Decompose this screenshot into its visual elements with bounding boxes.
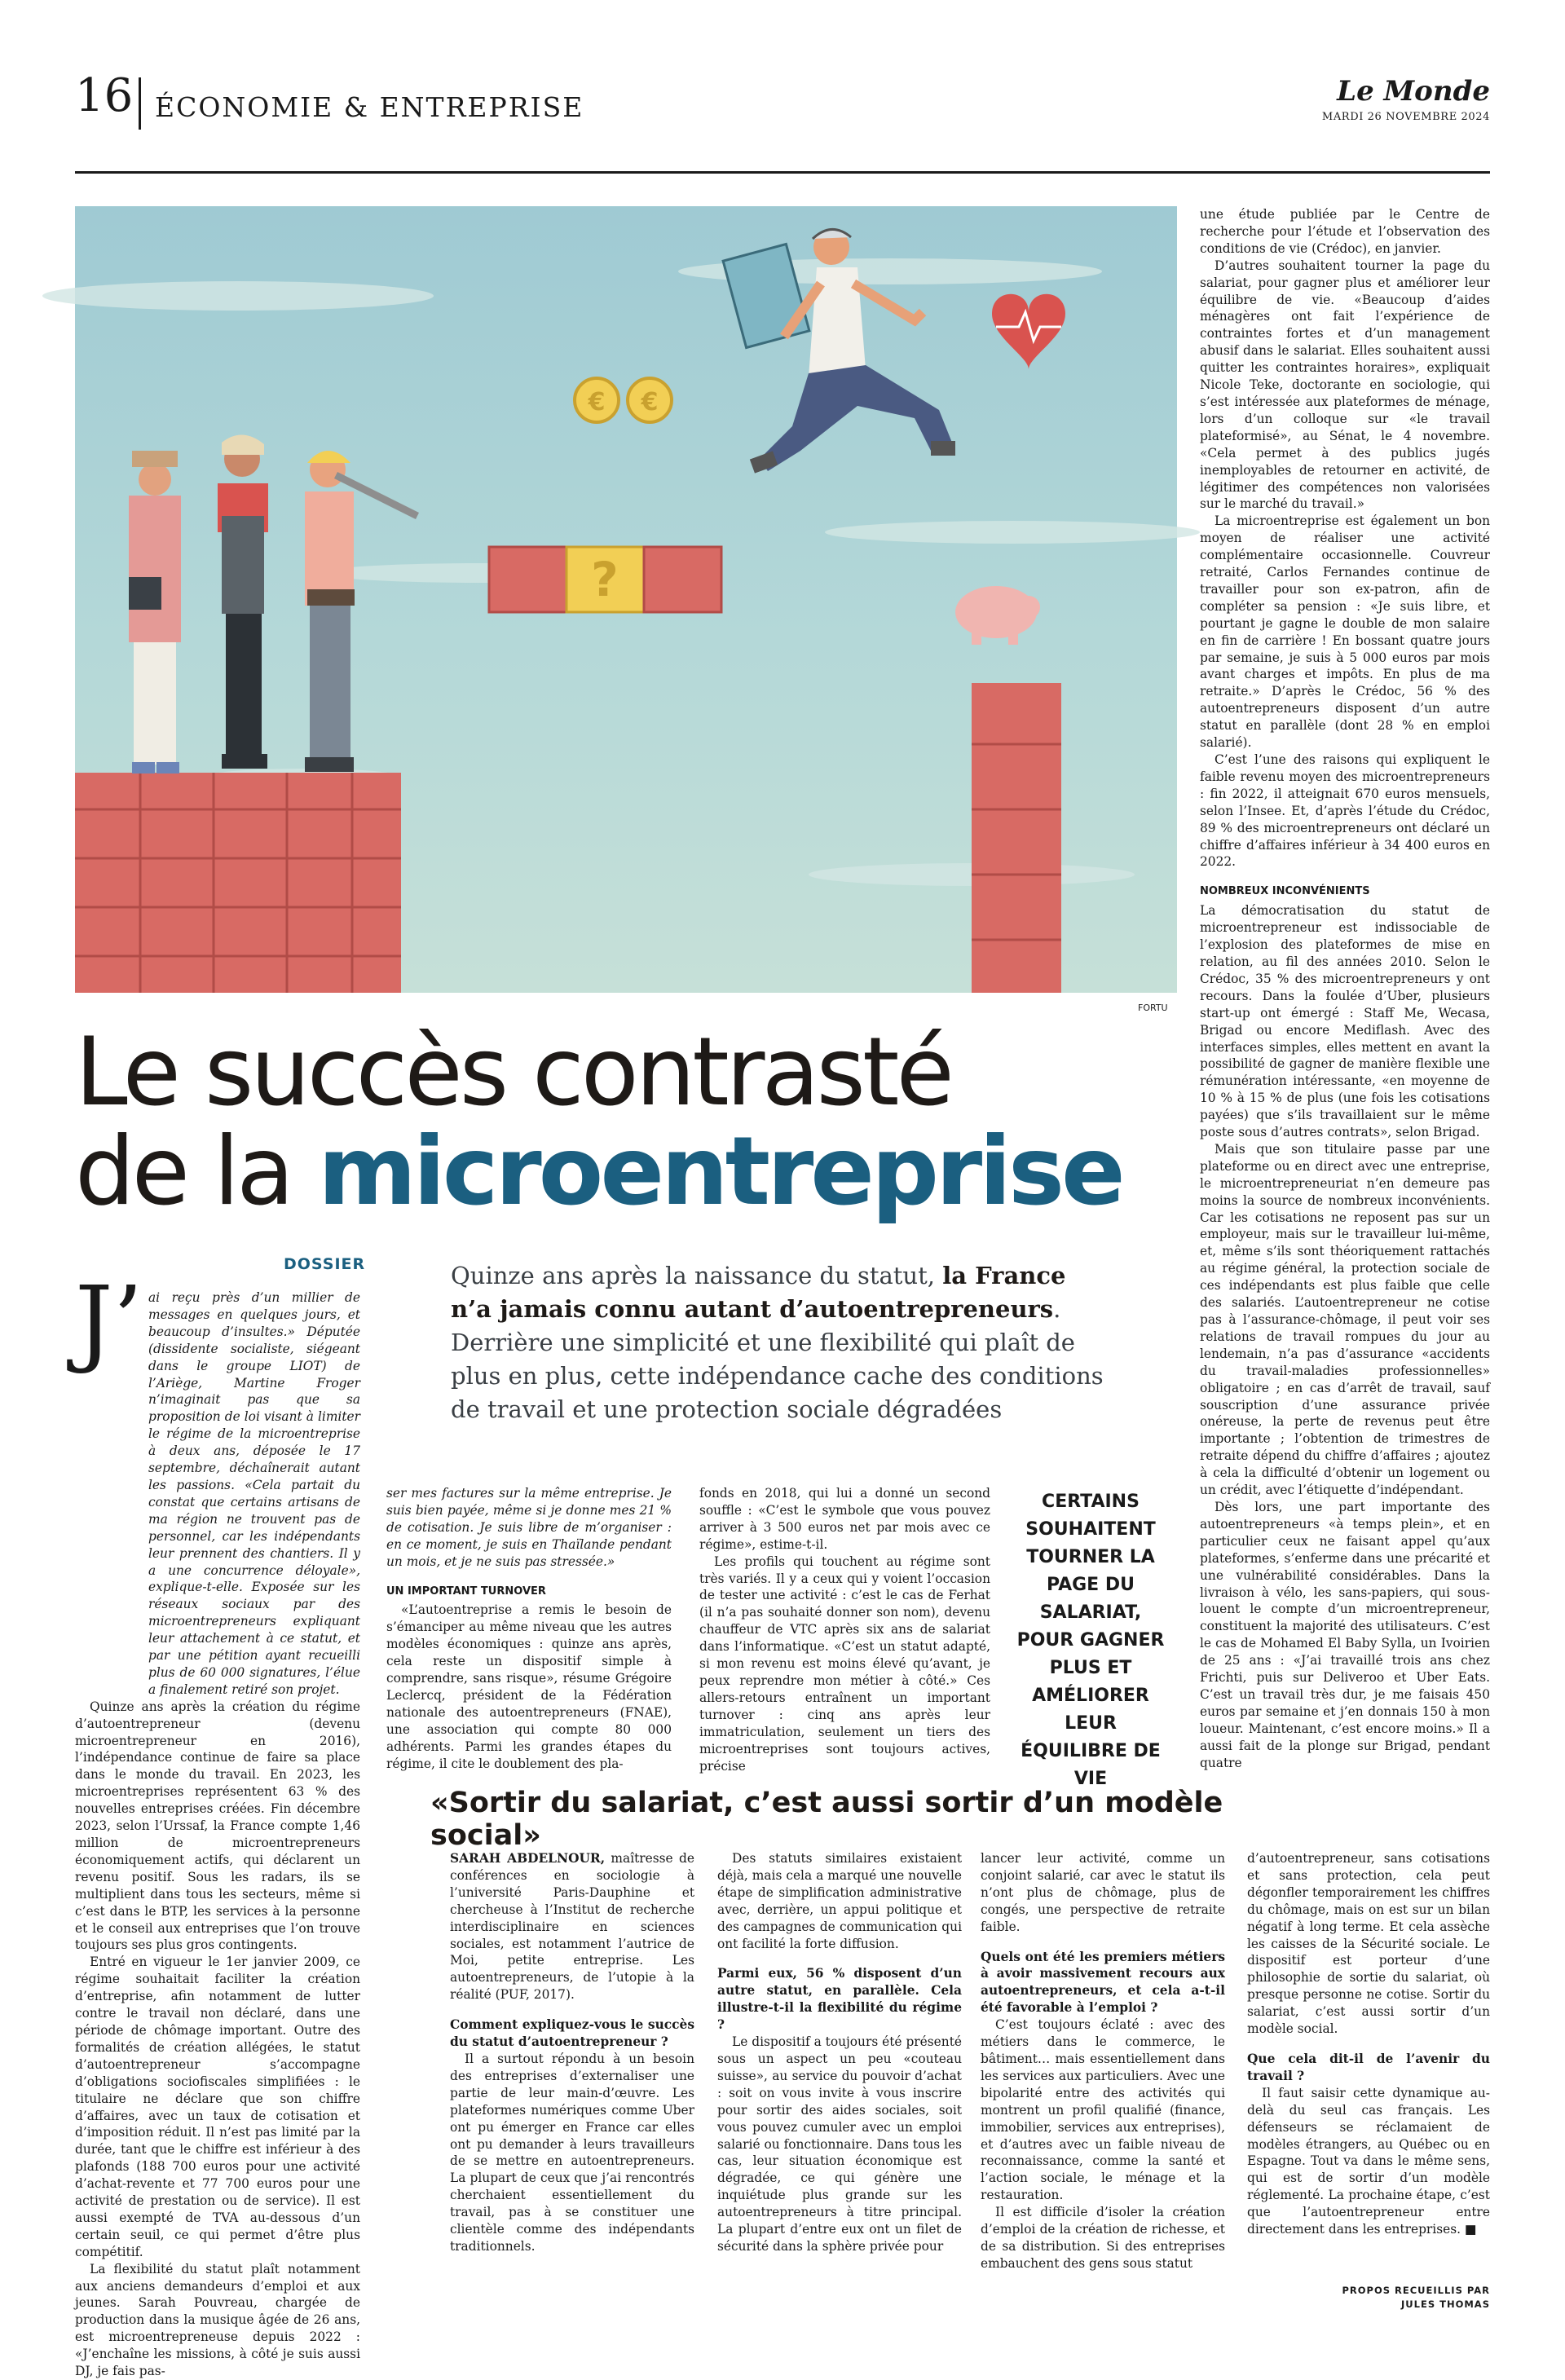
interview-title: «Sortir du salariat, c’est aussi sortir d’un modèle social» (430, 1787, 1223, 1852)
paragraph: Les profils qui touchent au régime sont très variés. Il y a ceux qui y voient l’occasion de tester une activité : c’est le cas de Ferhat (il n’a pas souhaité donner son nom), devenu chauffeur de VTC après six ans de salariat dans l’informatique. «C’est un statut adapté, si mon revenu est moins élevé qu’avant, je peux reprendre mon métier à côté.» Ces allers-retours entraînent un important turnover : cinq ans après leur immatriculation, seulement un tiers des microentreprises sont toujours actives, précise (699, 1554, 990, 1774)
paragraph: fonds en 2018, qui lui a donné un second souffle : «C’est le symbole que vous pouvez arriver à 3 500 euros net par mois avec ce régime», estime-t-il. (699, 1486, 990, 1552)
interview-intro: SARAH ABDELNOUR, maîtresse de conférences en sociologie à l’université Paris-Dauphine et chercheuse à l’Institut de recherche interdisciplinaire en sciences sociales, est notamment l’autrice de Moi, petite entreprise. Les autoentrepreneurs, de l’utopie à la réalité (PUF, 2017). (450, 1851, 694, 2003)
paragraph: une étude publiée par le Centre de recherche pour l’étude et l’observation des conditions de vie (Crédoc), en janvier. (1200, 207, 1490, 256)
interview-answer: Il est difficile d’isoler la création d’emploi de la création de richesse, et de sa distribution. Si des entreprises embauchent des gens sous statut (981, 2205, 1225, 2271)
page-number: 16 (75, 69, 134, 122)
interview-column-3 (981, 1850, 1225, 2286)
drop-cap: J’ (75, 1267, 143, 1377)
interview-answer: Le dispositif a toujours été présenté sous un aspect un peu «couteau suisse», au service du pouvoir d’achat : soit on vous invite à vous inscrire pour sortir des aides sociales, soit vous pouvez cumuler avec un emploi salarié ou fonctionnaire. Dans tous les cas, leur situation économique est dégradée, ce qui génère une inquiétude plus grande sur les autoentrepreneurs à titre principal. La plupart d’entre eux ont un filet de sécurité dans la sphère privée pour (717, 2034, 962, 2254)
paragraph: Mais que son titulaire passe par une plateforme ou en direct avec une entreprise, le microentrepreneuriat n’en demeure pas moins la source de nombreux inconvénients. Car les cotisations ne reposent pas sur un employeur, mais sur le travailleur lui-même, et, même s’ils sont théoriquement rattachés au régime général, la protection sociale de ces indépendants est plus faible que celle des salariés. L’autoentrepreneur ne cotise pas à l’assurance-chômage, il peut voir ses relations de travail rompues du jour au lendemain, n’a pas d’assurance «accidents du travail-maladies professionnelles» obligatoire ; en cas d’arrêt de travail, sauf souscription d’une assurance privée onéreuse, la perte de revenus peut être importante ; l’obtention de trimestres de retraite dépend du chiffre d’affaires ; ajoutez à cela la difficulté d’obtenir un logement ou un crédit, avec l’étiquette d’indépendant. (1200, 1141, 1490, 1498)
interview-answer: Il faut saisir cette dynamique au-delà du seul cas français. Les défenseurs se réclamaient de modèles étrangers, au Québec ou en Espagne. Tout va dans le même sens, qui est de sortir d’un modèle réglementé. La prochaine étape, c’est que l’autoentrepreneur entre directement dans les entreprises. ■ (1247, 2085, 1490, 2237)
photo-credit: FORTU (1138, 1003, 1168, 1013)
interview-question: Parmi eux, 56 % disposent d’un autre statut, en parallèle. Cela illustre-t-il la flexibilité du régime ? (717, 1966, 962, 2033)
section-title: ÉCONOMIE & ENTREPRISE (155, 91, 584, 123)
paragraph: D’autres souhaitent tourner la page du salariat, pour gagner plus et améliorer leur équilibre de vie. «Beaucoup d’aides ménagères ont fait l’expérience de contraintes fortes et d’un management abusif dans le salariat. Elles souhaitent aussi quitter les contraintes horaires», expliquait Nicole Teke, doctorante en sociologie, qui s’est intéressée aux plateformes de ménage, lors d’un colloque sur «le travail plateformisé», au Sénat, le 4 novembre. «Cela permet à des publics jugés inemployables de retourner en activité, de légitimer des compétences non valorisées sur le marché du travail.» (1200, 258, 1490, 512)
interview-answer: d’autoentrepreneur, sans cotisations et sans protection, cela peut dégonfler temporairement les chiffres du chômage, mais on est sur un bilan négatif à long terme. Et cela assèche les caisses de la Sécurité sociale. Le dispositif est porteur d’une philosophie de sortie du salariat, où presque personne ne cotise. Sortir du salariat, c’est aussi sortir d’un modèle social. (1247, 1851, 1490, 2037)
interview-answer: lancer leur activité, comme un conjoint salarié, car avec le statut ils n’ont plus de chômage, plus de congés, une perspective de retraite faible. (981, 1851, 1225, 1934)
interview-answer: Il a surtout répondu à un besoin des entreprises d’externaliser une partie de leur main-d’œuvre. Les plateformes numériques comme Uber ont pu émerger en France car elles ont pu demander à leurs travailleurs de se mettre en autoentrepreneurs. La plupart de ceux que j’ai rencontrés cherchaient essentiellement du travail, pas à se constituer une clientèle comme des indépendants traditionnels. (450, 2051, 694, 2254)
pull-quote: CERTAINS SOUHAITENT TOURNER LA PAGE DU SALARIAT, POUR GAGNER PLUS ET AMÉLIORER LEUR ÉQUILIBRE DE VIE (1016, 1492, 1165, 1789)
paragraph: La microentreprise est également un bon moyen de réaliser une activité complémentaire occasionnelle. Couvreur retraité, Carlos Fernandes continue de travailler pour son ex-patron, afin de compléter sa pension : «Je suis libre, et pourtant je gagne le double de mon salaire en fin de carrière ! En bossant quatre jours par semaine, je suis à 5 000 euros par mois avant charges et impôts. En plus de ma retraite.» D’après le Crédoc, 56 % des autoentrepreneurs disposent d’un autre statut en parallèle (dont 28 % en emploi salarié). (1200, 513, 1490, 751)
svg-text:?: ? (591, 552, 619, 607)
headline-line-2: de la microentreprise (75, 1117, 1122, 1227)
interview-column-4 (1247, 1850, 1490, 2282)
article-column-5 (1200, 206, 1490, 1770)
article-column-3 (699, 1485, 990, 1774)
paragraph: La flexibilité du statut plaît notamment aux anciens demandeurs d’emploi et aux jeunes. Sarah Pouvreau, chargée de production dans la musique âgée de 26 ans, est microentrepreneuse depuis 2022 : «J’enchaîne les missions, à côté je suis aussi DJ, je fais pas- (75, 2261, 360, 2379)
headline-line-1: Le succès contrasté (75, 1017, 951, 1127)
headline (75, 1017, 1167, 1227)
paragraph: «L’autoentreprise a remis le besoin de s’émanciper au même niveau que les autres modèles économiques : quinze ans après, cela reste un dispositif simple à comprendre, sans risque», résume Grégoire Leclercq, président de la Fédération nationale des autoentrepreneurs (FNAE), une association qui compte 80 000 adhérents. Parmi les grandes étapes du régime, il cite le doublement des pla- (386, 1602, 672, 1771)
illustration (75, 206, 1177, 993)
woman-with-phone (129, 451, 181, 774)
subheading: NOMBREUX INCONVÉNIENTS (1200, 885, 1370, 898)
standfirst: Quinze ans après la naissance du statut, la France n’a jamais connu autant d’autoentrepreneurs. Derrière une simplicité et une flexibilité qui plaît de plus en plus, cette indépendance cache des conditions de travail et une protection sociale dégradées (451, 1262, 1104, 1423)
interview-question: Comment expliquez-vous le succès du statut d’autoentrepreneur ? (450, 2017, 694, 2050)
paragraph: Quinze ans après la création du régime d’autoentrepreneur (devenu microentrepreneur en 2016), l’indépendance continue de faire sa place dans le monde du travail. En 2023, les microentreprises représentent 63 % des nouvelles entreprises créées. Fin décembre 2023, selon l’Urssaf, la France compte 1,46 million de microentrepreneurs économiquement actifs, qui déclarent un revenu positif. Sous les radars, ils se multiplient dans tous les secteurs, même si c’est dans le BTP, les services à la personne et le conseil aux entreprises que l’on trouve toujours ses plus gros contingents. (75, 1699, 360, 1953)
interview-answer: Des statuts similaires existaient déjà, mais cela a marqué une nouvelle étape de simplification administrative avec, derrière, un appui politique et des campagnes de communication qui ont facilité la forte diffusion. (717, 1851, 962, 1951)
lead-paragraph: ai reçu près d’un millier de messages en quelques jours, et beaucoup d’insultes.» Députée (dissidente socialiste, siégeant dans le groupe LIOT) de l’Ariège, Martine Froger n’imaginait pas que sa proposition de loi visant à limiter le régime de la microentreprise à deux ans, déposée le 17 septembre, déchaînerait autant les passions. «Cela partait du constat que certains artisans de ma région ne trouvent pas de personnel, car les indépendants leur prennent des chantiers. Il y a une concurrence déloyale», explique-t-elle. Exposée sur les réseaux sociaux par des microentrepreneurs expliquant leur attachement à ce statut, et par une pétition ayant recueilli plus de 60 000 signatures, l’élue a finalement retiré son projet. (148, 1290, 360, 1697)
headline-accent: microentreprise (318, 1117, 1122, 1227)
svg-text:€: € (641, 388, 659, 416)
header-rule (75, 171, 1490, 174)
paragraph: La démocratisation du statut de microentrepreneur est indissociable de l’explosion des plateformes de mise en relation, au fil des années 2010. Selon le Crédoc, 35 % des microentrepreneurs y ont recours. Dans la foulée d’Uber, plusieurs start-up ont émergé : Staff Me, Wecasa, Brigad ou encore Mediflash. Avec des interfaces simples, elles mettent en avant la possibilité de gagner de manière flexible une rémunération intéressante, «en moyenne de 10 % à 15 % de plus (une fois les cotisations payées) que s’ils travaillaient sur le même poste sous d’autres contrats», selon Brigad. (1200, 903, 1490, 1140)
interview-column-1 (450, 1850, 694, 2286)
newspaper-logo: Le Monde (1337, 75, 1490, 108)
paragraph: ser mes factures sur la même entreprise. Je suis bien payée, même si je donne mes 21 % de cotisation. Je suis libre de m’organiser : en ce moment, je suis en Thaïlande pendant un mois, et je ne suis pas stressée.» (386, 1486, 672, 1569)
interview-answer: C’est toujours éclaté : avec des métiers dans le commerce, le bâtiment… mais essentiellement dans les services aux particuliers. Avec une bipolarité entre des activités qui montrent un profil qualifié (finance, immobilier, services aux entreprises), et d’autres avec un faible niveau de reconnaissance, comme la santé et l’action sociale, le ménage et la restauration. (981, 2017, 1225, 2203)
interview-question: Que cela dit-il de l’avenir du travail ? (1247, 2051, 1490, 2083)
paragraph: C’est l’une des raisons qui expliquent le faible revenu moyen des microentrepreneurs : fin 2022, il atteignait 670 euros mensuels, selon l’Insee. Et, d’après l’étude du Crédoc, 89 % des microentrepreneurs ont déclaré un chiffre d’affaires inférieur à 34 400 euros en 2022. (1200, 752, 1490, 870)
header-divider (139, 77, 141, 130)
paragraph: Entré en vigueur le 1er janvier 2009, ce régime souhaitait faciliter la création d’entreprise, afin notamment de lutter contre le travail non déclaré, dans une période de chômage important. Outre des formalités de création allégées, le statut d’autoentrepreneur s’accompagne d’obligations sociofiscales simplifiées : le titulaire ne déclare que son chiffre d’affaires, avec un taux de cotisation et d’imposition réduit. Il n’est pas limité par la durée, tant que le chiffre est inférieur à des plafonds (188 700 euros pour une activité d’achat-revente et 77 700 euros pour une activité de prestation ou de service). Il est aussi exempté de TVA au-dessous d’un certain seuil, ce qui permet d’être plus compétitif. (75, 1955, 360, 2259)
brick-platform-left (75, 773, 401, 993)
issue-date: MARDI 26 NOVEMBRE 2024 (1321, 111, 1490, 123)
rubric-label: DOSSIER (284, 1255, 366, 1273)
paragraph: Dès lors, une part importante des autoentrepreneurs «à temps plein», et en particulier ceux ne faisant appel qu’aux plateformes, s’enferme dans une précarité et une vulnérabilité considérables. Dans la livraison à vélo, les sans-papiers, qui sous-louent le compte d’un microentrepreneur, constituent la majorité des utilisateurs. C’est le cas de Mohamed El Baby Sylla, un Ivoirien de 25 ans : «J’ai travaillé trois ans chez Frichti, puis sur Deliveroo et Uber Eats. C’est un travail très dur, je me faisais 450 euros par semaine et j’en donnais 150 à mon loueur. Maintenant, c’est encore moins.» Il a aussi fait de la plonge sur Brigad, pendant quatre (1200, 1499, 1490, 1770)
interview-column-2 (717, 1850, 962, 2286)
interview-question: Quels ont été les premiers métiers à avoir massivement recours aux autoentrepreneurs, et cela a-t-il été favorable à l’emploi ? (981, 1949, 1225, 2016)
article-column-1 (75, 1289, 360, 2379)
article-column-2 (386, 1485, 672, 1771)
svg-text:€: € (588, 388, 606, 416)
subheading: UN IMPORTANT TURNOVER (386, 1584, 546, 1598)
byline: PROPOS RECUEILLIS PAR JULES THOMAS (1342, 2285, 1490, 2310)
